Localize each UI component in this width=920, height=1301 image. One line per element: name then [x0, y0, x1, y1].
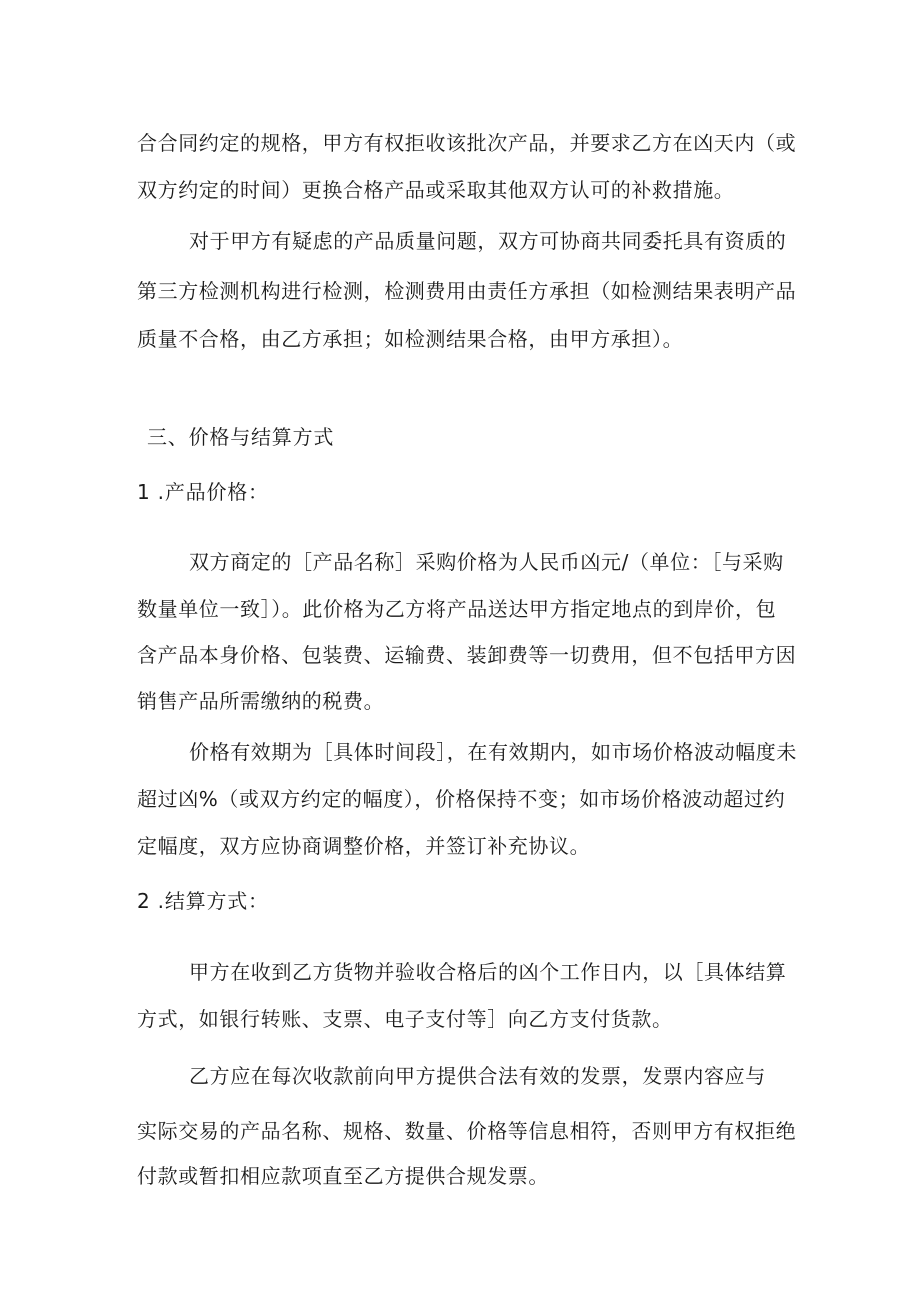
paragraph-7-line-1: 实际交易的产品名称、规格、数量、价格等信息相符，否则甲方有权拒绝 [137, 1119, 797, 1143]
paragraph-1-line-1: 合合同约定的规格，甲方有权拒收该批次产品，并要求乙方在凶天内（或 [137, 131, 797, 155]
paragraph-3-line-4: 销售产品所需缴纳的税费。 [137, 689, 385, 713]
paragraph-2-line-3: 质量不合格，由乙方承担；如检测结果合格，由甲方承担）。 [137, 327, 684, 351]
paragraph-7-line-2: 付款或暂扣相应款项直至乙方提供合规发票。 [137, 1164, 549, 1188]
paragraph-6-line-1: 乙方应在每次收款前向甲方提供合法有效的发票，发票内容应与 [189, 1064, 766, 1088]
paragraph-3-line-3: 含产品本身价格、包装费、运输费、装卸费等一切费用，但不包括甲方因 [137, 643, 797, 667]
paragraph-4-line-1: 价格有效期为［具体时间段］，在有效期内，如市场价格波动幅度未 [189, 740, 797, 764]
paragraph-5-line-2: 方式，如银行转账、支票、电子支付等］向乙方支付货款。 [137, 1007, 673, 1031]
paragraph-4-line-3: 定幅度，双方应协商调整价格，并签订补充协议。 [137, 834, 591, 858]
item-2-heading: 2 .结算方式： [137, 889, 269, 913]
paragraph-2-line-2: 第三方检测机构进行检测，检测费用由责任方承担（如检测结果表明产品 [137, 279, 797, 303]
section-3-heading: 三、价格与结算方式 [147, 425, 335, 449]
paragraph-3-line-1: 双方商定的［产品名称］采购价格为人民币凶元/（单位：［与采购 [189, 550, 784, 574]
paragraph-2-line-1: 对于甲方有疑虑的产品质量问题，双方可协商共同委托具有资质的 [189, 229, 787, 253]
paragraph-1-line-2: 双方约定的时间）更换合格产品或采取其他双方认可的补救措施。 [137, 178, 735, 202]
paragraph-5-line-1: 甲方在收到乙方货物并验收合格后的凶个工作日内，以［具体结算 [189, 960, 787, 984]
paragraph-3-line-2: 数量单位一致］）。此价格为乙方将产品送达甲方指定地点的到岸价，包 [137, 597, 777, 621]
paragraph-4-line-2: 超过凶%（或双方约定的幅度），价格保持不变；如市场价格波动超过约 [137, 787, 786, 811]
item-1-heading: 1 .产品价格： [137, 480, 269, 504]
